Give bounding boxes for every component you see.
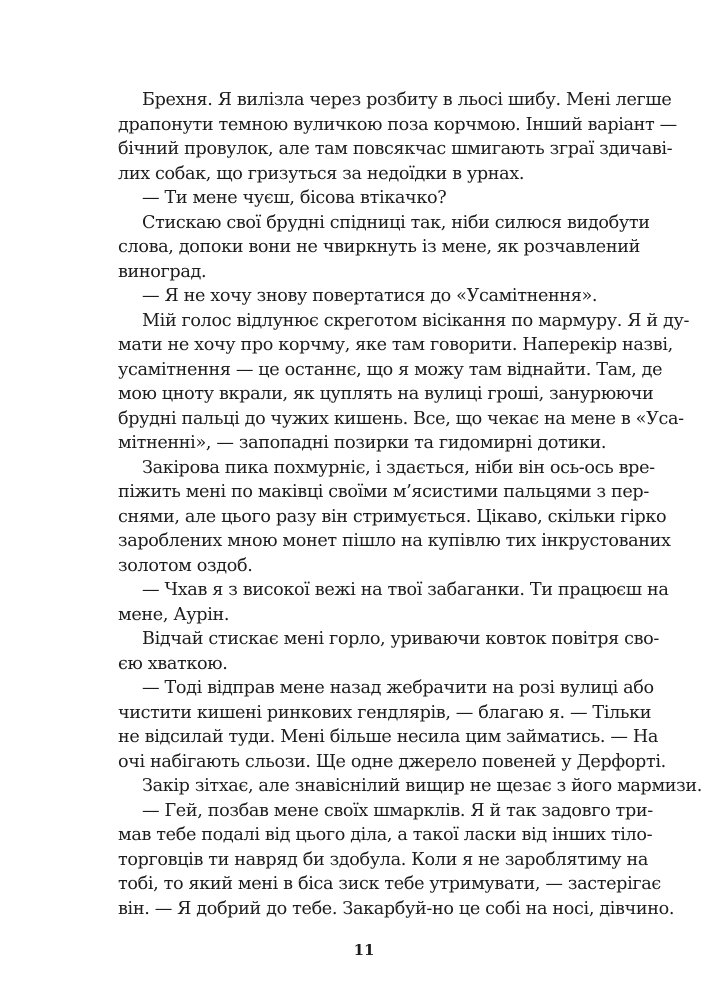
text-line: — Гей, позбав мене своїх шмарклів. Я й так задовго три- xyxy=(142,800,653,821)
text-line: — Тоді відправ мене назад жебрачити на розі вулиці або xyxy=(142,678,654,698)
text-line: Мій голос відлунює скреготом вісікання по мармуру. Я й ду- xyxy=(142,310,690,331)
text-line: очі набігають сльози. Ще одне джерело повеней у Дерфорті. xyxy=(118,751,666,772)
text-line: — Чхав я з високої вежі на твої забаганки. Ти працюєш на xyxy=(142,580,669,600)
text-line: — Я не хочу знову повертатися до «Усамітнення». xyxy=(142,286,598,306)
text-line: Стискаю свої брудні спідниці так, ніби силюся видобути xyxy=(142,212,650,233)
text-line: зароблених мною монет пішло на купівлю тих інкрустованих xyxy=(118,531,671,551)
text-line: Брехня. Я вилізла через розбиту в льосі шибу. Мені легше xyxy=(142,90,672,110)
text-line: мене, Аурін. xyxy=(118,604,230,625)
text-line: тобі, то який мені в біса зиск тебе утримувати, — застерігає xyxy=(118,874,661,894)
text-line: Відчай стискає мені горло, уриваючи ковток повітря сво- xyxy=(142,629,659,649)
text-line: снями, але цього разу він стримується. Цікаво, скільки гірко xyxy=(118,506,667,527)
text-line: брудні пальці до чужих кишень. Все, що чекає на мене в «Уса- xyxy=(118,408,684,429)
text-line: мав тебе подалі від цього діла, а такої ласки від інших тіло- xyxy=(118,825,653,845)
text-line: він. — Я добрий до тебе. Закарбуй-но це собі на носі, дівчино. xyxy=(118,898,675,919)
text-line: драпонути темною вуличкою поза корчмою. Інший варіант — xyxy=(118,114,677,135)
text-line: мати не хочу про корчму, яке там говорити. Наперекір назві, xyxy=(118,335,673,355)
text-line: не відсилай туди. Мені більше несила цим займатись. — На xyxy=(118,727,658,747)
page-number: 11 xyxy=(353,941,375,959)
text-line: лих собак, що гризуться за недоїдки в урнах. xyxy=(118,163,525,184)
text-line: чистити кишені ринкових гендлярів, — благаю я. — Тільки xyxy=(118,702,652,723)
text-line: піжить мені по маківці своїми м’ясистими пальцями з пер- xyxy=(118,482,649,502)
text-line: золотом оздоб. xyxy=(118,555,253,576)
text-line: мітненні», — запопадні позирки та гидомирні дотики. xyxy=(118,433,607,453)
text-line: — Ти мене чуєш, бісова втікачко? xyxy=(142,188,447,208)
body-text xyxy=(118,88,703,921)
text-line: усамітнення — це останнє, що я можу там віднайти. Там, де xyxy=(118,359,663,380)
text-line: виноград. xyxy=(118,261,207,282)
text-line: торговців ти навряд би здобула. Коли я не зароблятиму на xyxy=(118,849,649,870)
text-line: єю хваткою. xyxy=(118,653,228,674)
text-line: Закір зітхає, але знавіснілий вищир не щезає з його мармизи. xyxy=(142,776,703,796)
text-line: мою цноту вкрали, як цуплять на вулиці гроші, занурюючи xyxy=(118,384,654,404)
text-line: Закірова пика похмурніє, і здається, ніби він ось-ось вре- xyxy=(142,457,655,478)
text-line: слова, допоки вони не чвиркнуть із мене, як розчавлений xyxy=(118,237,640,257)
text-line: бічний провулок, але там повсякчас шмигають зграї здичаві- xyxy=(118,139,673,159)
